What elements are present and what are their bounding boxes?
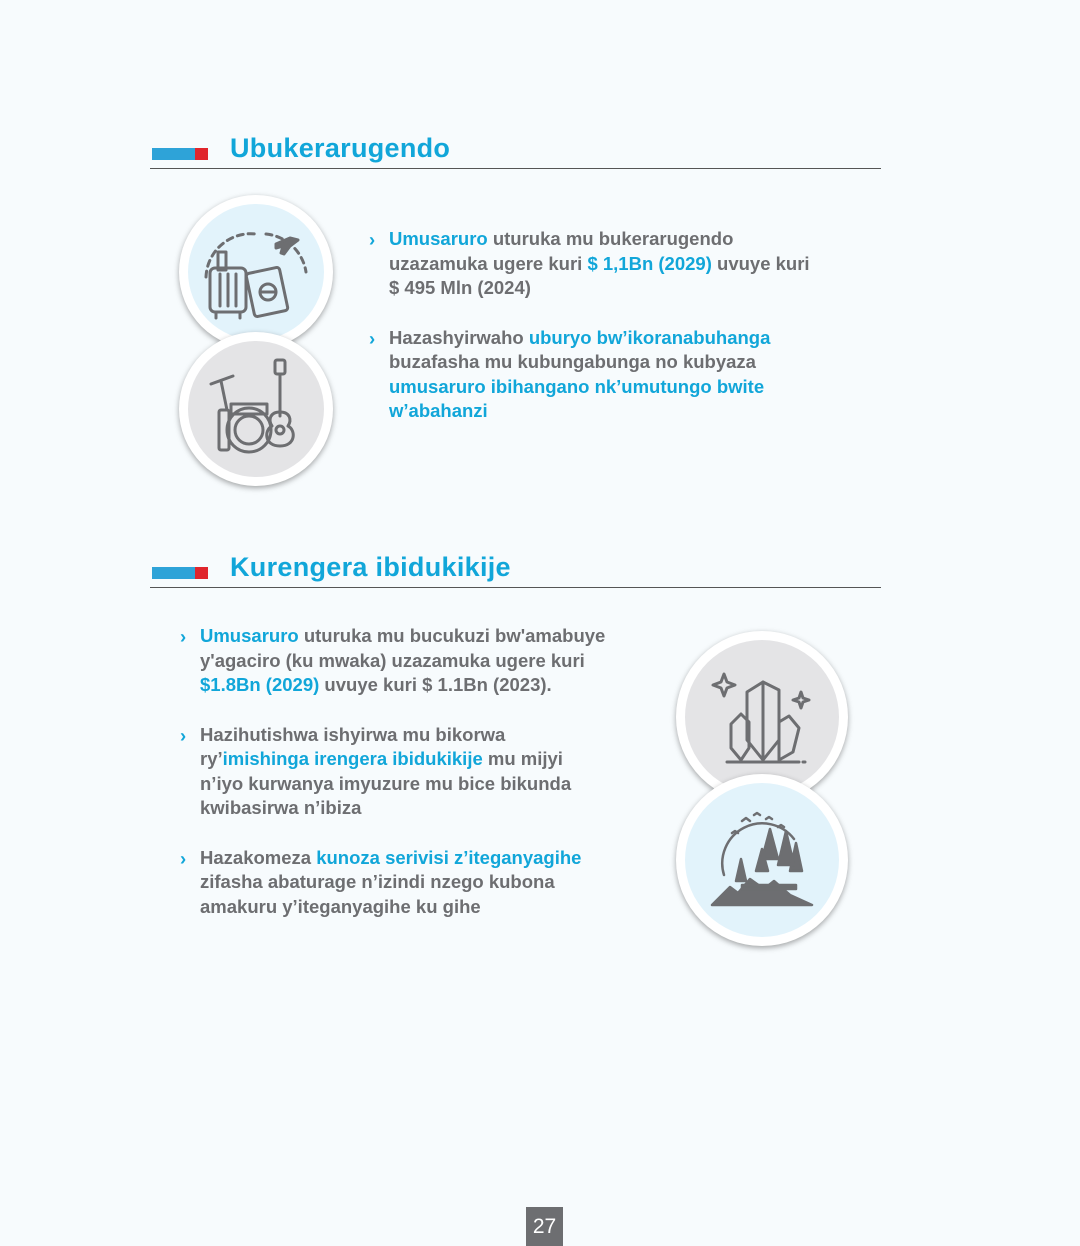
body-text: Hazashyirwaho — [389, 326, 529, 348]
body-text: uvuye kuri $ 495 Mln (2024) — [389, 252, 810, 298]
body-text: mu mijyi n’iyo kurwanya imyuzure mu bice bikunda kwibasirwa n’ibiza — [200, 748, 572, 818]
list-item — [369, 227, 824, 301]
section-title: Kurengera ibidukikije — [230, 552, 511, 582]
body-text: buzafasha mu kubungabunga no kubyaza — [389, 351, 756, 372]
list-item — [369, 326, 824, 424]
highlighted-text: kunoza serivisi z’iteganyagihe — [316, 846, 582, 868]
tourism-icon-circle — [179, 195, 333, 349]
body-text: uturuka mu bukerarugendo uzazamuka ugere kuri — [389, 228, 734, 274]
list-item — [180, 624, 610, 698]
highlighted-text: $1.8Bn (2029) — [200, 674, 320, 695]
environment-icon-circle — [676, 774, 848, 946]
chevron-right-icon: › — [180, 724, 187, 746]
header-marker — [152, 567, 208, 579]
tourism-bullet-list — [369, 227, 824, 424]
body-text: Hazihutishwa ishyirwa mu bikorwa ry’ — [200, 723, 506, 769]
highlighted-text: umusaruro ibihangano nk’umutungo bwite w’abahanzi — [389, 375, 765, 421]
page-number: 27 — [526, 1207, 563, 1246]
highlighted-text: Umusaruro — [389, 228, 488, 249]
section-header-tourism — [150, 128, 881, 169]
chevron-right-icon: › — [369, 327, 376, 349]
section-header-environment — [150, 547, 881, 588]
arts-icon-circle — [179, 332, 333, 486]
chevron-right-icon: › — [369, 229, 376, 250]
luggage-passport-icon — [196, 222, 316, 322]
body-text: zifasha abaturage n’izindi nzego kubona amakuru y’iteganyagihe ku gihe — [200, 871, 555, 917]
header-marker — [152, 148, 208, 160]
body-text: uturuka mu bucukuzi bw'amabuye y'agaciro (ku mwaka) uzazamuka ugere kuri — [200, 625, 606, 671]
environment-bullet-list — [180, 624, 610, 919]
list-item — [180, 723, 610, 821]
music-instruments-icon — [201, 354, 311, 464]
highlighted-text: imishinga irengera ibidukikije — [222, 748, 483, 769]
section-title: Ubukerarugendo — [230, 133, 451, 163]
highlighted-text: uburyo bw’ikoranabuhanga — [528, 326, 771, 348]
highlighted-text: Umusaruro — [200, 625, 299, 646]
body-text: Hazakomeza — [200, 846, 317, 868]
chevron-right-icon: › — [180, 626, 187, 647]
list-item — [180, 846, 610, 920]
body-text: uvuye kuri $ 1.1Bn (2023). — [319, 674, 552, 695]
chevron-right-icon: › — [180, 847, 187, 869]
crystals-icon — [707, 662, 817, 772]
highlighted-text: $ 1,1Bn (2029) — [587, 252, 712, 274]
forest-mountain-icon — [702, 805, 822, 915]
